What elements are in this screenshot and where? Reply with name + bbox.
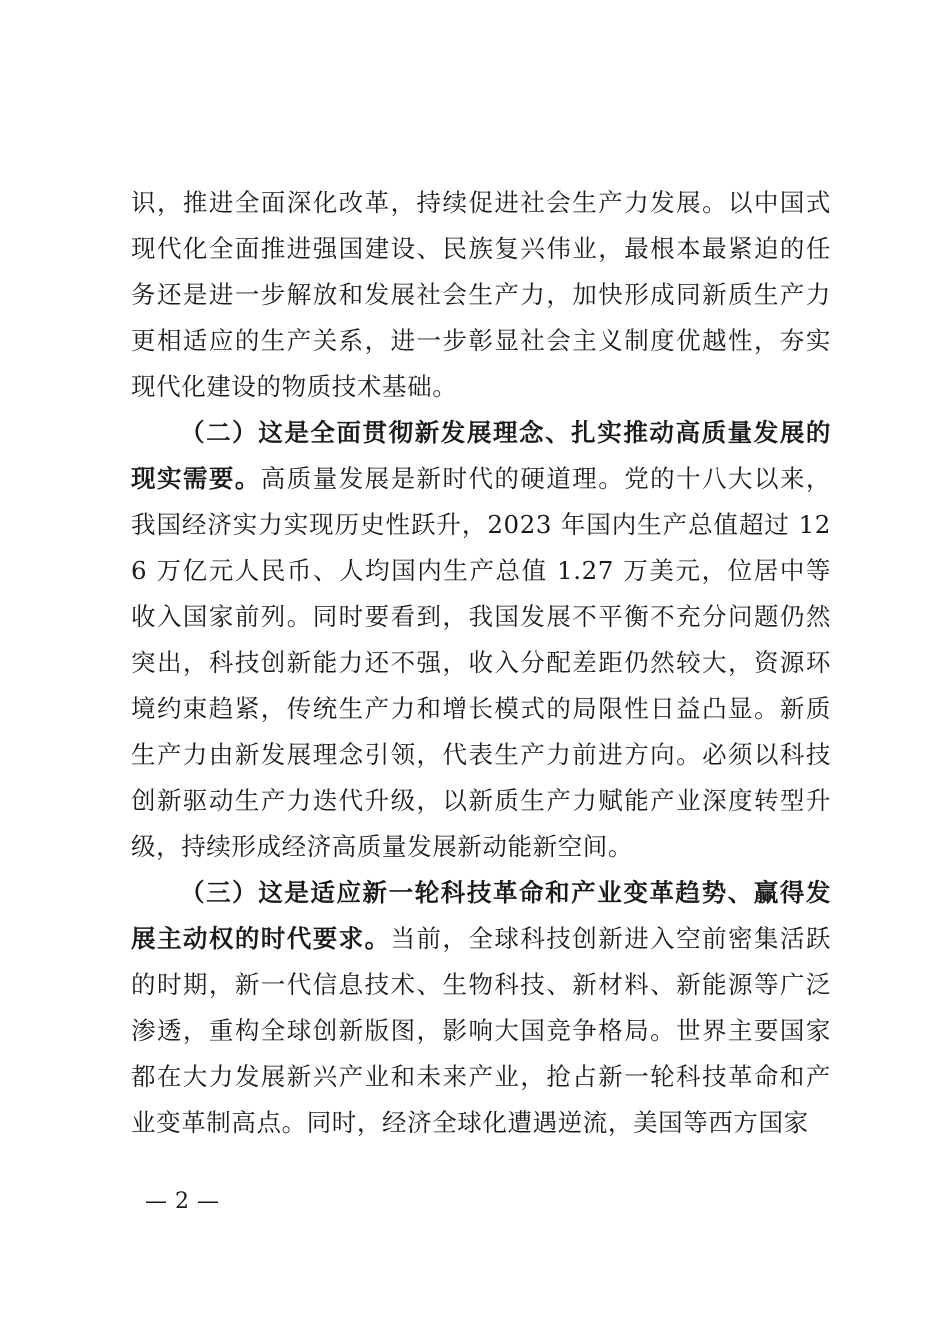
paragraph-2 (131, 410, 831, 870)
paragraph-2-heading: （二）这是全面贯彻新发展理念、扎实推动高质量发展的现实需要。 (131, 418, 831, 493)
paragraph-3-heading: （三）这是适应新一轮科技革命和产业变革趋势、赢得发展主动权的时代要求。 (131, 878, 831, 953)
paragraph-3 (131, 870, 831, 1146)
paragraph-1 (131, 180, 831, 410)
document-body (131, 180, 831, 1146)
paragraph-1-text: 识，推进全面深化改革，持续促进社会生产力发展。以中国式现代化全面推进强国建设、民族复兴伟业，最根本最紧迫的任务还是进一步解放和发展社会生产力，加快形成同新质生产力更相适应的生产关系，进一步彰显社会主义制度优越性，夯实现代化建设的物质技术基础。 (131, 188, 831, 401)
page-number: — 2 — (145, 1189, 220, 1214)
paragraph-2-text: 高质量发展是新时代的硬道理。党的十八大以来，我国经济实力实现历史性跃升，2023 年国内生产总值超过 126 万亿元人民币、人均国内生产总值 1.27 万美元，位居中等收入国家前列。同时要看到，我国发展不平衡不充分问题仍然突出，科技创新能力还不强，收入分配差距仍然较大，资源环境约束趋紧，传统生产力和增长模式的局限性日益凸显。新质生产力由新发展理念引领，代表生产力前进方向。必须以科技创新驱动生产力迭代升级，以新质生产力赋能产业深度转型升级，持续形成经济高质量发展新动能新空间。 (131, 464, 832, 861)
paragraph-3-text: 当前，全球科技创新进入空前密集活跃的时期，新一代信息技术、生物科技、新材料、新能源等广泛渗透，重构全球创新版图，影响大国竞争格局。世界主要国家都在大力发展新兴产业和未来产业，抢占新一轮科技革命和产业变革制高点。同时，经济全球化遭遇逆流，美国等西方国家 (131, 924, 831, 1137)
